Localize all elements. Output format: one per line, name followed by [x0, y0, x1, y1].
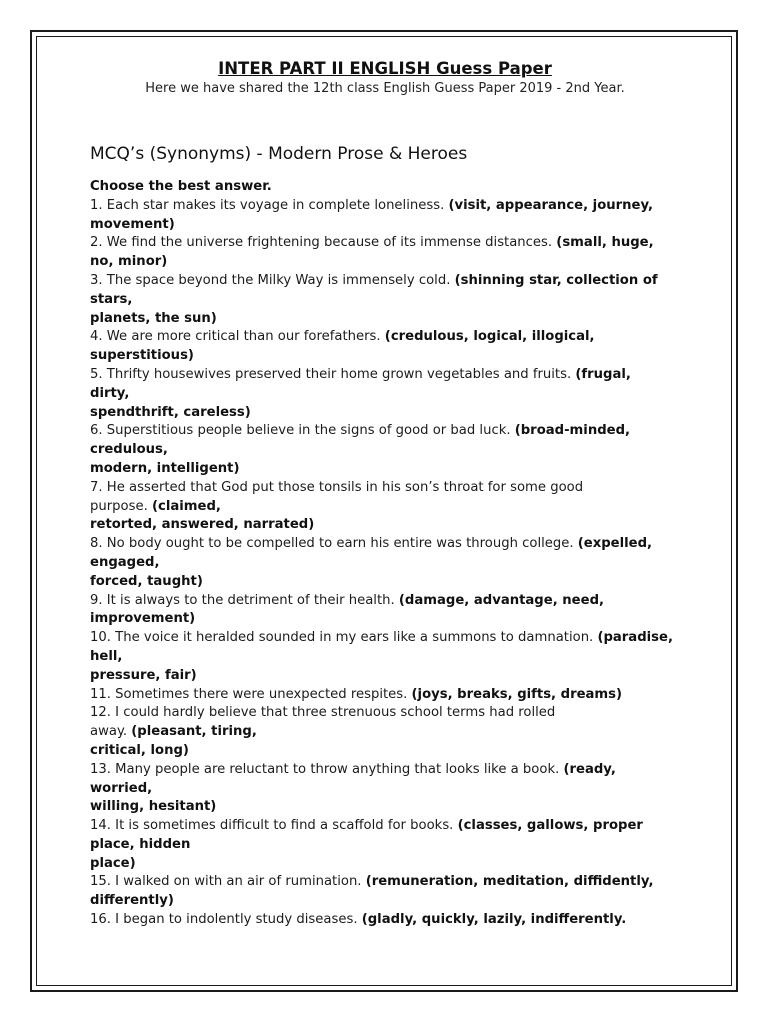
- question-line: [90, 460, 680, 479]
- question-line: [90, 479, 680, 498]
- document-subtitle: Here we have shared the 12th class English Guess Paper 2019 - 2nd Year.: [145, 81, 625, 96]
- answer-options: willing, hesitant): [90, 799, 217, 815]
- question-line: [90, 366, 680, 385]
- question-item: [90, 629, 680, 685]
- question-line: [90, 610, 680, 629]
- answer-options: credulous,: [90, 442, 168, 458]
- question-text: It is sometimes difficult to find a scaffold for books.: [110, 818, 458, 834]
- question-text: We are more critical than our forefathers.: [102, 329, 385, 345]
- answer-options: retorted, answered, narrated): [90, 517, 315, 533]
- question-line: [90, 422, 680, 441]
- question-line: [90, 498, 680, 517]
- question-number: 11.: [90, 686, 111, 702]
- question-item: [90, 911, 680, 930]
- question-item: [90, 817, 680, 873]
- question-line: [90, 310, 680, 329]
- answer-options: (paradise,: [597, 630, 673, 646]
- answer-options: improvement): [90, 611, 196, 627]
- question-line: [90, 911, 680, 930]
- answer-options: (ready,: [563, 761, 616, 777]
- answer-options: differently): [90, 893, 174, 909]
- answer-options: pressure, fair): [90, 667, 197, 683]
- answer-options: planets, the sun): [90, 310, 217, 326]
- question-line: [90, 629, 680, 648]
- answer-options: no, minor): [90, 254, 168, 270]
- answer-options: (joys, breaks, gifts, dreams): [411, 686, 623, 702]
- question-line: [90, 253, 680, 272]
- answer-options: movement): [90, 216, 175, 232]
- question-line: [90, 516, 680, 535]
- question-number: 10.: [90, 630, 111, 646]
- answer-options: hell,: [90, 648, 123, 664]
- question-item: [90, 592, 680, 630]
- document-title: INTER PART II ENGLISH Guess Paper: [218, 59, 552, 78]
- question-number: 5.: [90, 366, 103, 382]
- question-line: [90, 780, 680, 799]
- question-text: I could hardly believe that three strenuous school terms had rolled: [110, 705, 556, 721]
- question-item: [90, 479, 680, 535]
- question-list: [90, 197, 680, 930]
- question-line: [90, 554, 680, 573]
- answer-options: (credulous, logical, illogical,: [384, 329, 595, 345]
- answer-options: (damage, advantage, need,: [398, 592, 605, 608]
- question-text: purpose.: [90, 498, 152, 514]
- question-line: [90, 573, 680, 592]
- question-line: [90, 234, 680, 253]
- question-line: [90, 817, 680, 836]
- question-text: Many people are reluctant to throw anything that looks like a book.: [110, 761, 564, 777]
- question-item: [90, 704, 680, 760]
- question-line: [90, 535, 680, 554]
- question-line: [90, 723, 680, 742]
- question-item: [90, 197, 680, 235]
- question-line: [90, 761, 680, 780]
- question-text: away.: [90, 724, 132, 740]
- question-number: 16.: [90, 912, 111, 928]
- question-line: [90, 272, 680, 291]
- question-line: [90, 648, 680, 667]
- question-number: 4.: [90, 329, 103, 345]
- question-line: [90, 404, 680, 423]
- answer-options: worried,: [90, 780, 153, 796]
- document-body: [90, 58, 680, 930]
- question-line: [90, 441, 680, 460]
- question-number: 2.: [90, 235, 103, 251]
- answer-options: (expelled,: [577, 536, 653, 552]
- question-line: [90, 291, 680, 310]
- answer-options: (pleasant, tiring,: [131, 724, 257, 740]
- question-line: [90, 836, 680, 855]
- question-text: It is always to the detriment of their health.: [102, 592, 399, 608]
- question-text: Each star makes its voyage in complete loneliness.: [102, 197, 449, 213]
- question-item: [90, 328, 680, 366]
- answer-options: (broad-minded,: [514, 423, 631, 439]
- question-line: [90, 873, 680, 892]
- question-text: The space beyond the Milky Way is immensely cold.: [102, 272, 455, 288]
- question-item: [90, 535, 680, 591]
- question-text: Superstitious people believe in the signs of good or bad luck.: [102, 423, 515, 439]
- answer-options: (small, huge,: [556, 235, 654, 251]
- question-line: [90, 667, 680, 686]
- question-line: [90, 385, 680, 404]
- question-number: 8.: [90, 536, 103, 552]
- answer-options: stars,: [90, 291, 133, 307]
- answer-options: (visit, appearance, journey,: [448, 197, 654, 213]
- question-number: 1.: [90, 197, 103, 213]
- question-number: 9.: [90, 592, 103, 608]
- answer-options: critical, long): [90, 742, 189, 758]
- question-text: He asserted that God put those tonsils in his son’s throat for some good: [102, 479, 584, 495]
- answer-options: (gladly, quickly, lazily, indifferently.: [361, 912, 627, 928]
- question-line: [90, 704, 680, 723]
- question-number: 6.: [90, 423, 103, 439]
- question-item: [90, 272, 680, 328]
- answer-options: dirty,: [90, 385, 130, 401]
- question-number: 12.: [90, 705, 111, 721]
- answer-options: forced, taught): [90, 573, 203, 589]
- question-line: [90, 686, 680, 705]
- question-text: Sometimes there were unexpected respites.: [110, 686, 412, 702]
- question-item: [90, 761, 680, 817]
- question-line: [90, 742, 680, 761]
- instruction-text: Choose the best answer.: [90, 179, 272, 194]
- question-item: [90, 686, 680, 705]
- question-item: [90, 366, 680, 422]
- answer-options: place): [90, 855, 136, 871]
- question-line: [90, 592, 680, 611]
- question-text: I walked on with an air of rumination.: [110, 874, 366, 890]
- question-number: 3.: [90, 272, 103, 288]
- answer-options: (frugal,: [575, 366, 631, 382]
- question-number: 13.: [90, 761, 111, 777]
- answer-options: (classes, gallows, proper: [457, 818, 643, 834]
- answer-options: modern, intelligent): [90, 460, 240, 476]
- question-line: [90, 892, 680, 911]
- question-line: [90, 855, 680, 874]
- question-line: [90, 347, 680, 366]
- question-number: 15.: [90, 874, 111, 890]
- question-item: [90, 422, 680, 478]
- section-heading: MCQ’s (Synonyms) - Modern Prose & Heroes: [90, 144, 468, 164]
- question-line: [90, 197, 680, 216]
- question-text: I began to indolently study diseases.: [110, 912, 362, 928]
- answer-options: (remuneration, meditation, diffidently,: [365, 874, 654, 890]
- answer-options: place, hidden: [90, 836, 191, 852]
- answer-options: (shinning star, collection of: [454, 272, 658, 288]
- question-text: Thrifty housewives preserved their home grown vegetables and fruits.: [102, 366, 576, 382]
- question-line: [90, 328, 680, 347]
- answer-options: superstitious): [90, 348, 194, 364]
- question-item: [90, 873, 680, 911]
- question-line: [90, 216, 680, 235]
- question-item: [90, 234, 680, 272]
- question-number: 14.: [90, 818, 111, 834]
- question-number: 7.: [90, 479, 103, 495]
- question-text: No body ought to be compelled to earn his entire was through college.: [102, 536, 578, 552]
- answer-options: spendthrift, careless): [90, 404, 251, 420]
- question-text: The voice it heralded sounded in my ears like a summons to damnation.: [110, 630, 598, 646]
- answer-options: (claimed,: [151, 498, 221, 514]
- question-text: We find the universe frightening because of its immense distances.: [102, 235, 557, 251]
- question-line: [90, 798, 680, 817]
- answer-options: engaged,: [90, 554, 160, 570]
